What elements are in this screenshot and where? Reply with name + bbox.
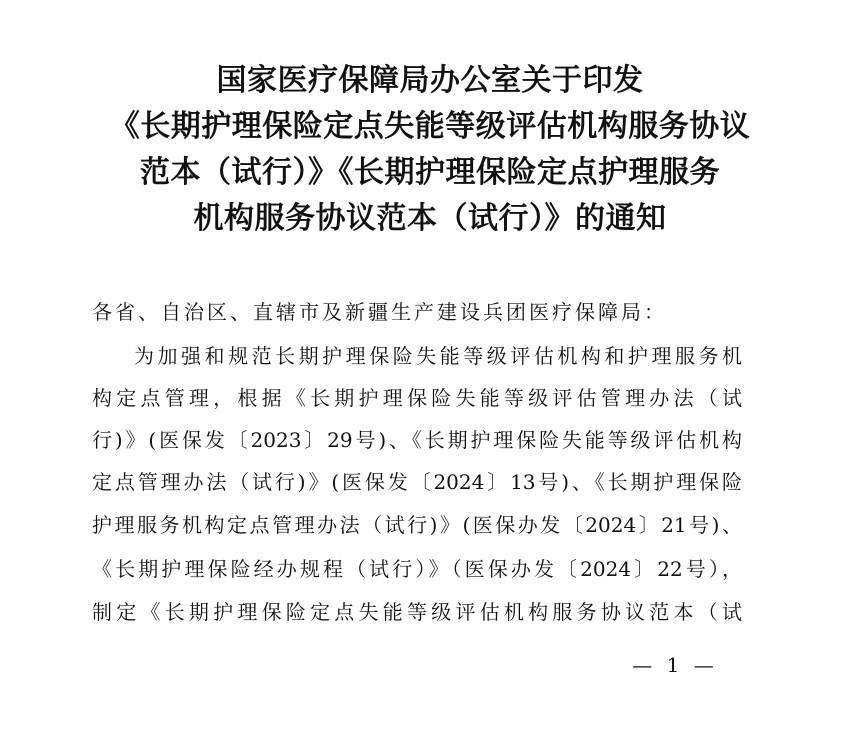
body-line-4: 定点管理办法（试行)》(医保发〔2024〕13号)、《长期护理保险 bbox=[92, 470, 742, 494]
body-line-5: 护理服务机构定点管理办法（试行)》(医保办发〔2024〕21号)、 bbox=[92, 513, 742, 537]
body-line-2: 构定点管理，根据《长期护理保险失能等级评估管理办法（试 bbox=[92, 386, 742, 410]
title-line-3: 范本（试行）》《长期护理保险定点护理服务 bbox=[140, 155, 720, 190]
title-line-2: 《长期护理保险定点失能等级评估机构服务协议 bbox=[109, 109, 751, 144]
body-line-3: 行)》(医保发〔2023〕29号)、《长期护理保险失能等级评估机构 bbox=[92, 428, 742, 452]
document-title bbox=[0, 58, 860, 242]
body-line-1: 为加强和规范长期护理保险失能等级评估机构和护理服务机 bbox=[134, 344, 742, 368]
title-line-1: 国家医疗保障局办公室关于印发 bbox=[216, 63, 644, 98]
body-line-6: 《长期护理保险经办规程（试行）》（医保办发〔2024〕22号）， bbox=[92, 557, 742, 581]
page-number: — 1 — bbox=[632, 653, 718, 677]
salutation: 各省、自治区、直辖市及新疆生产建设兵团医疗保障局： bbox=[92, 300, 667, 324]
body-line-7: 制定《长期护理保险定点失能等级评估机构服务协议范本（试 bbox=[92, 600, 742, 624]
title-line-4: 机构服务协议范本（试行）》的通知 bbox=[193, 201, 667, 236]
